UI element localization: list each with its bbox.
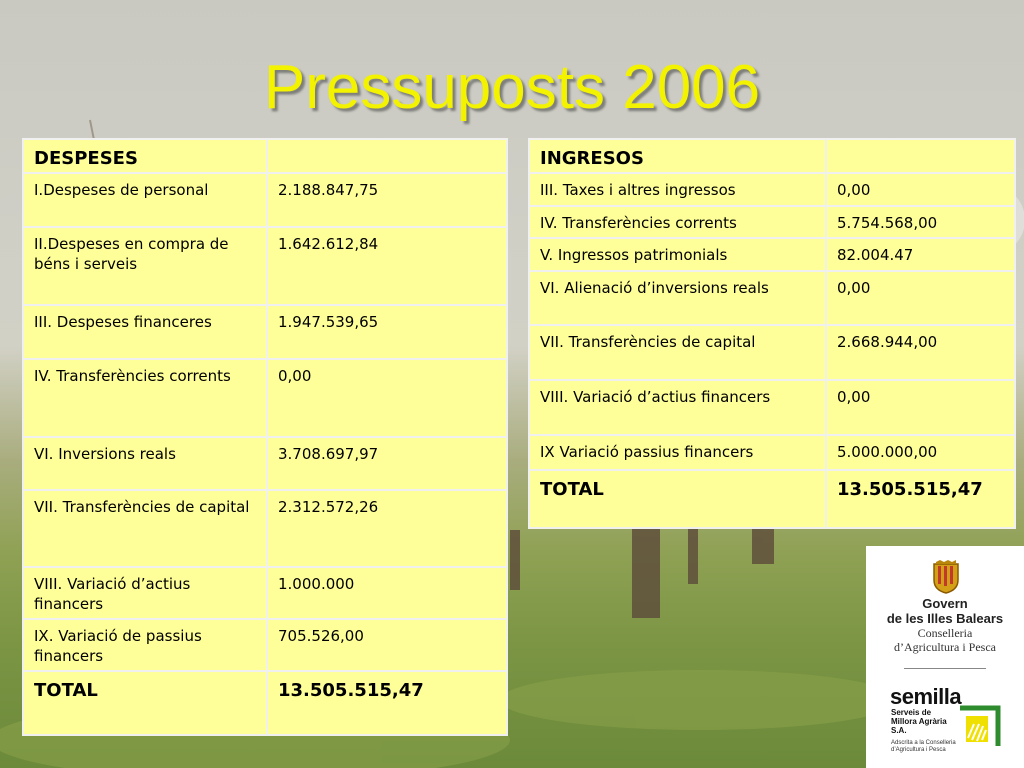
ingresos-value: 5.000.000,00 bbox=[826, 435, 1015, 470]
table-row bbox=[23, 139, 507, 173]
despeses-total-value: 13.505.515,47 bbox=[267, 671, 507, 735]
despeses-value: 1.000.000 bbox=[267, 567, 507, 619]
semilla-sub-line-1: Serveis de bbox=[891, 708, 932, 717]
conselleria-line-1: Conselleria bbox=[917, 626, 973, 640]
ingresos-value: 82.004.47 bbox=[826, 238, 1015, 271]
table-row bbox=[529, 325, 1015, 380]
semilla-subtitle bbox=[891, 708, 947, 735]
ingresos-label: IV. Transferències corrents bbox=[529, 206, 826, 238]
conselleria-line-2: d’Agricultura i Pesca bbox=[894, 640, 996, 654]
adscrita-line-1: Adscrita a la Conselleria bbox=[891, 740, 956, 746]
table-row bbox=[23, 227, 507, 305]
ingresos-label: VIII. Variació d’actius financers bbox=[529, 380, 826, 435]
govern-semilla-logo bbox=[866, 546, 1024, 768]
table-row bbox=[23, 305, 507, 359]
table-row bbox=[529, 271, 1015, 325]
despeses-table bbox=[22, 138, 508, 736]
table-row bbox=[529, 139, 1015, 173]
semilla-sub-line-2: Millora Agrària bbox=[891, 717, 947, 726]
govern-line-1: Govern bbox=[922, 596, 968, 611]
logo-divider bbox=[904, 668, 986, 669]
ingresos-table bbox=[528, 138, 1016, 529]
despeses-value: 2.312.572,26 bbox=[267, 490, 507, 567]
govern-text bbox=[866, 596, 1024, 626]
despeses-value: 2.188.847,75 bbox=[267, 173, 507, 227]
ingresos-label: IX Variació passius financers bbox=[529, 435, 826, 470]
adscrita-text bbox=[891, 740, 956, 754]
despeses-label: VIII. Variació d’actius financers bbox=[23, 567, 267, 619]
semilla-hand-mark-icon bbox=[952, 702, 1002, 752]
govern-line-2: de les Illes Balears bbox=[886, 611, 1004, 626]
ingresos-value: 0,00 bbox=[826, 271, 1015, 325]
table-row bbox=[529, 380, 1015, 435]
ingresos-total-label: TOTAL bbox=[529, 470, 826, 528]
table-row bbox=[23, 671, 507, 735]
table-row bbox=[529, 173, 1015, 206]
despeses-value: 0,00 bbox=[267, 359, 507, 437]
ingresos-label: VI. Alienació d’inversions reals bbox=[529, 271, 826, 325]
semilla-brand: semilla bbox=[890, 684, 962, 709]
coat-of-arms-icon bbox=[932, 560, 960, 594]
ingresos-value: 0,00 bbox=[826, 173, 1015, 206]
ingresos-value: 5.754.568,00 bbox=[826, 206, 1015, 238]
despeses-header: DESPESES bbox=[23, 139, 267, 173]
despeses-value: 1.947.539,65 bbox=[267, 305, 507, 359]
table-row bbox=[23, 619, 507, 671]
despeses-label: VII. Transferències de capital bbox=[23, 490, 267, 567]
despeses-value: 705.526,00 bbox=[267, 619, 507, 671]
despeses-value: 1.642.612,84 bbox=[267, 227, 507, 305]
ingresos-header: INGRESOS bbox=[529, 139, 826, 173]
ingresos-label: III. Taxes i altres ingressos bbox=[529, 173, 826, 206]
despeses-label: IX. Variació de passius financers bbox=[23, 619, 267, 671]
table-row bbox=[23, 359, 507, 437]
table-row bbox=[529, 238, 1015, 271]
ingresos-label: VII. Transferències de capital bbox=[529, 325, 826, 380]
despeses-total-label: TOTAL bbox=[23, 671, 267, 735]
table-row bbox=[529, 435, 1015, 470]
semilla-sub-line-3: S.A. bbox=[891, 726, 907, 735]
ingresos-label: V. Ingressos patrimonials bbox=[529, 238, 826, 271]
table-row bbox=[23, 490, 507, 567]
despeses-label: VI. Inversions reals bbox=[23, 437, 267, 490]
despeses-label: IV. Transferències corrents bbox=[23, 359, 267, 437]
ingresos-total-value: 13.505.515,47 bbox=[826, 470, 1015, 528]
ingresos-header-empty bbox=[826, 139, 1015, 173]
table-row bbox=[529, 470, 1015, 528]
conselleria-text bbox=[866, 626, 1024, 654]
despeses-value: 3.708.697,97 bbox=[267, 437, 507, 490]
table-row bbox=[23, 173, 507, 227]
table-row bbox=[23, 567, 507, 619]
table-row bbox=[23, 437, 507, 490]
despeses-label: I.Despeses de personal bbox=[23, 173, 267, 227]
despeses-label: II.Despeses en compra de béns i serveis bbox=[23, 227, 267, 305]
ingresos-value: 0,00 bbox=[826, 380, 1015, 435]
table-row bbox=[529, 206, 1015, 238]
page-title: Pressuposts 2006 bbox=[263, 53, 761, 122]
ingresos-value: 2.668.944,00 bbox=[826, 325, 1015, 380]
despeses-label: III. Despeses financeres bbox=[23, 305, 267, 359]
despeses-header-empty bbox=[267, 139, 507, 173]
adscrita-line-2: d’Agricultura i Pesca bbox=[891, 747, 946, 753]
